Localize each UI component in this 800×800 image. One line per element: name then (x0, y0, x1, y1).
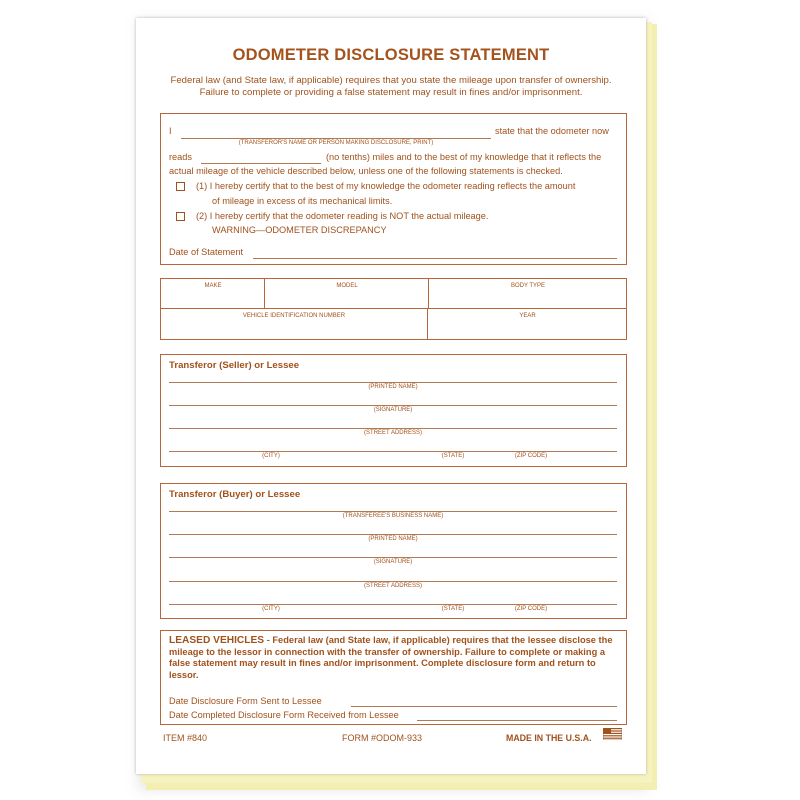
us-flag-icon (603, 728, 622, 740)
buyer-business-name-caption: (TRANSFEREE'S BUSINESS NAME) (342, 513, 444, 519)
i-label: I (169, 126, 172, 136)
leased-vehicles-lead: LEASED VEHICLES (169, 635, 265, 646)
odometer-reading-field[interactable] (201, 163, 321, 164)
reads-label: reads (169, 152, 192, 162)
seller-printed-name-field[interactable] (169, 382, 617, 383)
buyer-zip-caption: (ZIP CODE) (514, 606, 548, 612)
buyer-street-caption: (STREET ADDRESS) (364, 583, 422, 589)
seller-city-state-zip-field[interactable] (169, 451, 617, 452)
buyer-street-field[interactable] (169, 581, 617, 582)
checkbox-icon[interactable] (176, 182, 185, 191)
buyer-printed-name-field[interactable] (169, 534, 617, 535)
buyer-city-state-zip-field[interactable] (169, 604, 617, 605)
reads-rest: (no tenths) miles and to the best of my knowledge that it reflects the (326, 152, 602, 162)
form-number: FORM #ODOM-933 (342, 733, 423, 743)
made-in-usa: MADE IN THE U.S.A. (506, 733, 592, 743)
leased-vehicles-body: - Federal law (and State law, if applicable) requires that the lessee disclose the mileage to the lessor in connection with the transfer of ownership. Failure to complete or making a false statement may result in fines and/or imprisonment. Complete disclosure form and return to lessor. (169, 635, 613, 680)
buyer-city-caption: (CITY) (262, 606, 280, 612)
certify-2: (2) I hereby certify that the odometer reading is NOT the actual mileage. (196, 211, 489, 221)
buyer-heading: Transferor (Buyer) or Lessee (169, 489, 301, 500)
buyer-state-caption: (STATE) (441, 606, 465, 612)
item-number: ITEM #840 (163, 733, 208, 743)
seller-zip-caption: (ZIP CODE) (514, 453, 548, 459)
form-sheet (136, 18, 646, 774)
seller-street-caption: (STREET ADDRESS) (364, 430, 422, 436)
make-label: MAKE (204, 283, 222, 289)
seller-heading: Transferor (Seller) or Lessee (169, 360, 300, 371)
transferor-name-caption: (TRANSFEROR'S NAME OR PERSON MAKING DISCLOSURE, PRINT) (238, 140, 434, 146)
received-from-lessee-field[interactable] (417, 720, 617, 721)
seller-signature-field[interactable] (169, 405, 617, 406)
state-text: state that the odometer now (495, 126, 609, 136)
seller-street-field[interactable] (169, 428, 617, 429)
buyer-printed-name-caption: (PRINTED NAME) (368, 536, 418, 542)
warning-text: WARNING—ODOMETER DISCREPANCY (212, 225, 387, 235)
leased-vehicles-section (160, 630, 627, 725)
buyer-business-name-field[interactable] (169, 511, 617, 512)
seller-printed-name-caption: (PRINTED NAME) (368, 384, 418, 390)
buyer-signature-field[interactable] (169, 557, 617, 558)
received-from-lessee-label: Date Completed Disclosure Form Received from Lessee (169, 710, 399, 720)
vin-label: VEHICLE IDENTIFICATION NUMBER (242, 313, 346, 319)
transferor-name-field[interactable] (181, 138, 491, 139)
sent-to-lessee-field[interactable] (351, 706, 617, 707)
vehicle-table (160, 278, 627, 340)
model-label: MODEL (336, 283, 358, 289)
seller-section (160, 354, 627, 467)
sent-to-lessee-label: Date Disclosure Form Sent to Lessee (169, 696, 322, 706)
year-label: YEAR (519, 313, 536, 319)
disclosure-section (160, 113, 627, 265)
seller-state-caption: (STATE) (441, 453, 465, 459)
seller-city-caption: (CITY) (262, 453, 280, 459)
checkbox-icon[interactable] (176, 212, 185, 221)
actual-mileage-text: actual mileage of the vehicle described below, unless one of the following statements is checked. (169, 166, 563, 176)
certify-1-line-a: (1) I hereby certify that to the best of my knowledge the odometer reading reflects the amount (196, 181, 576, 191)
leased-vehicles-paragraph (169, 635, 621, 681)
intro-paragraph: Federal law (and State law, if applicable) requires that you state the mileage upon transfer of ownership. Failure to complete or providing a false statement may result in fines and/or imprisonment. (170, 75, 612, 98)
date-of-statement-field[interactable] (253, 258, 617, 259)
certify-1-line-b: of mileage in excess of its mechanical limits. (212, 196, 393, 206)
seller-signature-caption: (SIGNATURE) (373, 407, 413, 413)
form-title: ODOMETER DISCLOSURE STATEMENT (232, 46, 550, 64)
date-of-statement-label: Date of Statement (169, 247, 244, 257)
body-type-label: BODY TYPE (510, 283, 546, 289)
buyer-signature-caption: (SIGNATURE) (373, 559, 413, 565)
buyer-section (160, 483, 627, 619)
